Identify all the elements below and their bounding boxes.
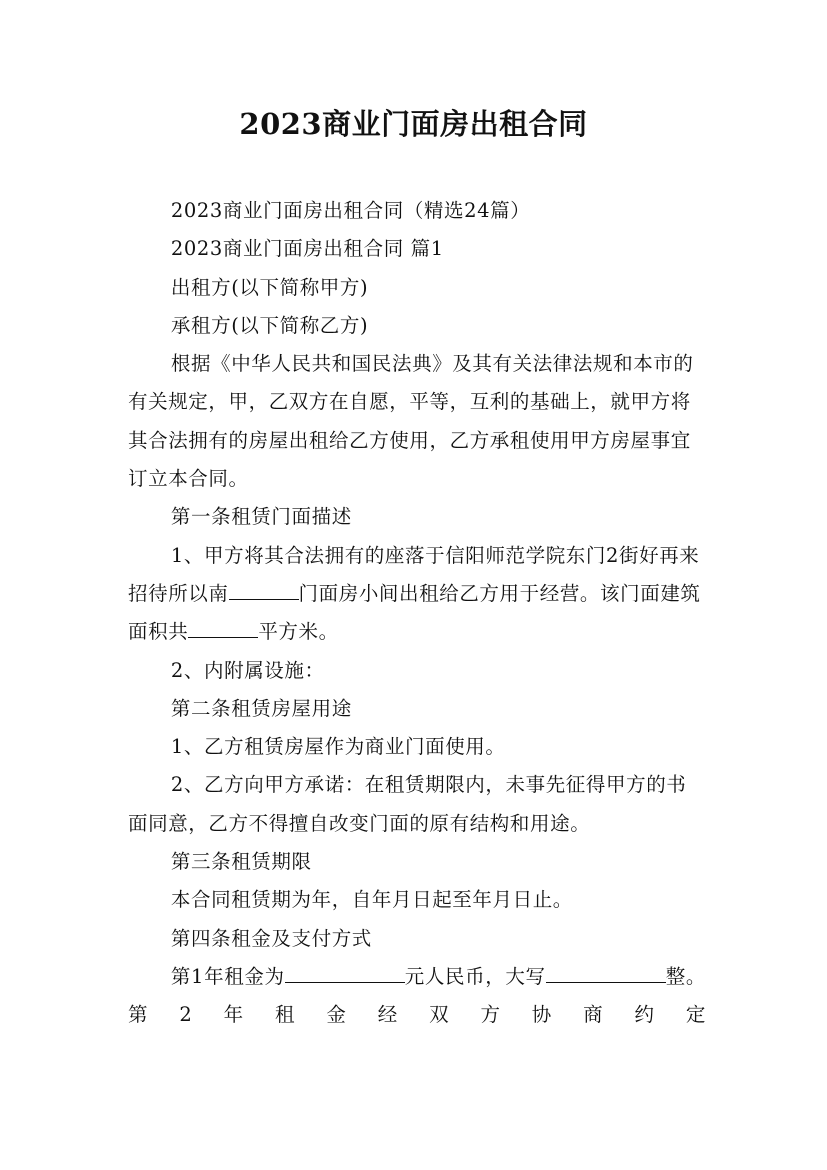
paragraph-article-3-heading: 第三条租赁期限 <box>170 850 312 874</box>
paragraph-subtitle: 2023商业门面房出租合同（精选24篇） <box>170 199 531 222</box>
paragraph-article-1-item-1 <box>128 537 706 652</box>
text-segment: 1、甲方将其合法拥有的座落于信阳师范学院东门2街好再来招待所以南 <box>128 543 700 605</box>
paragraph-lessor: 出租方(以下简称甲方) <box>170 275 369 299</box>
text-segment: 门面房小间出租给乙方用于经营。该门面建筑面积共 <box>128 581 701 644</box>
text-segment: 平方米。 <box>258 620 339 644</box>
paragraph-preamble: 根据《中华人民共和国民法典》及其有关法律法规和本市的有关规定，甲，乙双方在自愿，平等，互利的基础上，就甲方将其合法拥有的房屋出租给乙方使用，乙方承租使用甲方房屋事宜订立本合同。 <box>128 352 694 491</box>
paragraph-section-heading: 2023商业门面房出租合同 篇1 <box>170 237 444 261</box>
fill-blank <box>229 579 299 600</box>
document-body <box>128 192 706 1035</box>
paragraph-article-4-body <box>128 958 706 1035</box>
paragraph-article-1-heading: 第一条租赁门面描述 <box>170 505 352 529</box>
paragraph-article-2-item-2: 2、乙方向甲方承诺：在租赁期限内，未事先征得甲方的书面同意，乙方不得擅自改变门面的原有结构和用途。 <box>128 773 687 835</box>
text-segment: 整。第2年租金经双方协商约定 <box>128 964 706 1027</box>
fill-blank <box>188 617 258 638</box>
paragraph-article-2-heading: 第二条租赁房屋用途 <box>170 696 352 720</box>
fill-blank <box>546 961 666 982</box>
fill-blank <box>285 961 405 982</box>
text-segment: 第1年租金为 <box>170 964 285 988</box>
paragraph-article-2-item-1: 1、乙方租赁房屋作为商业门面使用。 <box>170 735 506 759</box>
paragraph-article-4-heading: 第四条租金及支付方式 <box>170 926 372 950</box>
text-segment: 元人民币，大写 <box>404 964 546 988</box>
paragraph-article-1-item-2: 2、内附属设施： <box>170 658 325 682</box>
paragraph-lessee: 承租方(以下简称乙方) <box>170 313 369 337</box>
paragraph-article-3-body: 本合同租赁期为年，自年月日起至年月日止。 <box>170 888 573 912</box>
document-title: 2023商业门面房出租合同 <box>239 107 588 141</box>
